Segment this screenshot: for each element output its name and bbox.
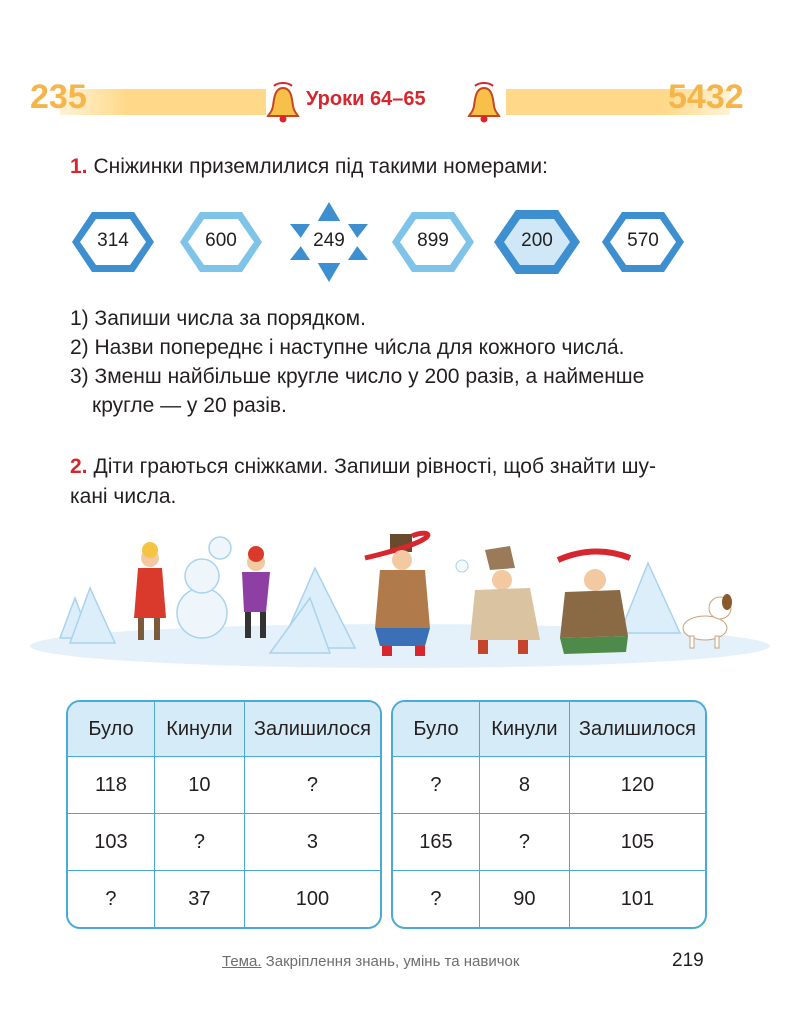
table-row [68,757,380,814]
table-cell: ? [479,814,569,871]
task-2-text-line2: кані числа. [70,485,177,508]
children-snowball-illustration [30,528,770,678]
column-header: Кинули [479,702,569,757]
list-item-continuation: кругле — у 20 разів. [92,394,287,417]
column-header: Залишилося [244,702,380,757]
snowflake-number: 200 [521,230,553,251]
table-cell: 8 [479,757,569,814]
snowflake-number: 570 [627,230,659,251]
snowflake [178,202,264,282]
person-figure [558,552,630,655]
column-header: Кинули [154,702,244,757]
snowflake [390,202,476,282]
table-cell: ? [68,871,154,928]
table-cell: 101 [620,887,655,910]
table-cell: 105 [569,814,705,871]
table-cell: ? [244,757,380,814]
header-left-decoration: 235 [30,78,87,116]
task-1-text: Сніжинки приземлилися під такими номерами: [93,155,548,178]
snowflake [600,202,686,282]
snowman [177,537,231,638]
table-cell: 37 [154,871,244,928]
topic-text: Закріплення знань, умінь та навичок [261,953,520,970]
task-number: 2. [70,455,88,478]
table-cell: 3 [244,814,380,871]
table-row [68,814,380,871]
task-1-subtasks [70,304,710,420]
list-item: 1) Запиши числа за порядком. [70,307,366,330]
table-cell: 10 [154,757,244,814]
snowflake-number: 600 [205,230,237,251]
snowflake-number: 314 [97,230,129,251]
child-figure [134,542,166,640]
bell-icon [264,80,302,124]
column-header: Залишилося [569,702,705,757]
snowflake [70,202,156,282]
task-2-text-line1: Діти граються сніжками. Запиши рівності, щоб знайти шу- [93,455,656,478]
task-number: 1. [70,155,88,178]
table-cell: ? [393,871,479,928]
list-item: 2) Назви попереднє і наступне чи́сла для кожного числа́. [70,336,625,359]
table-cell: ? [393,757,479,814]
person-figure [470,546,540,654]
table-cell: 103 [68,814,154,871]
snowball-table-right [391,700,707,929]
snowflake [286,202,372,282]
task-2-prompt [70,452,710,512]
snowflake-row [70,202,690,282]
snowflake-number: 249 [313,230,345,251]
task-1-prompt [70,152,548,182]
child-figure [242,546,270,638]
table-row [393,814,705,871]
header-right-decoration: 5432 [668,78,744,116]
table-row [393,871,705,928]
table-cell: 90 [479,871,569,928]
snowflake [494,202,580,282]
bell-icon [465,80,503,124]
snowball-table-left [66,700,382,929]
topic-label: Тема. [222,953,262,970]
column-header: Було [393,702,479,757]
snowflake-number: 899 [417,230,449,251]
table-cell: 100 [295,887,330,910]
lesson-title: Уроки 64–65 [306,88,426,110]
table-cell: ? [154,814,244,871]
table-cell: 120 [569,757,705,814]
page-footer [222,953,519,970]
table-cell: 118 [68,757,154,814]
table-row [68,871,380,928]
page-number: 219 [672,950,704,971]
column-header: Було [68,702,154,757]
list-item: 3) Зменш найбільше кругле число у 200 разів, а найменше [70,365,645,388]
table-row [393,757,705,814]
table-cell: 165 [393,814,479,871]
